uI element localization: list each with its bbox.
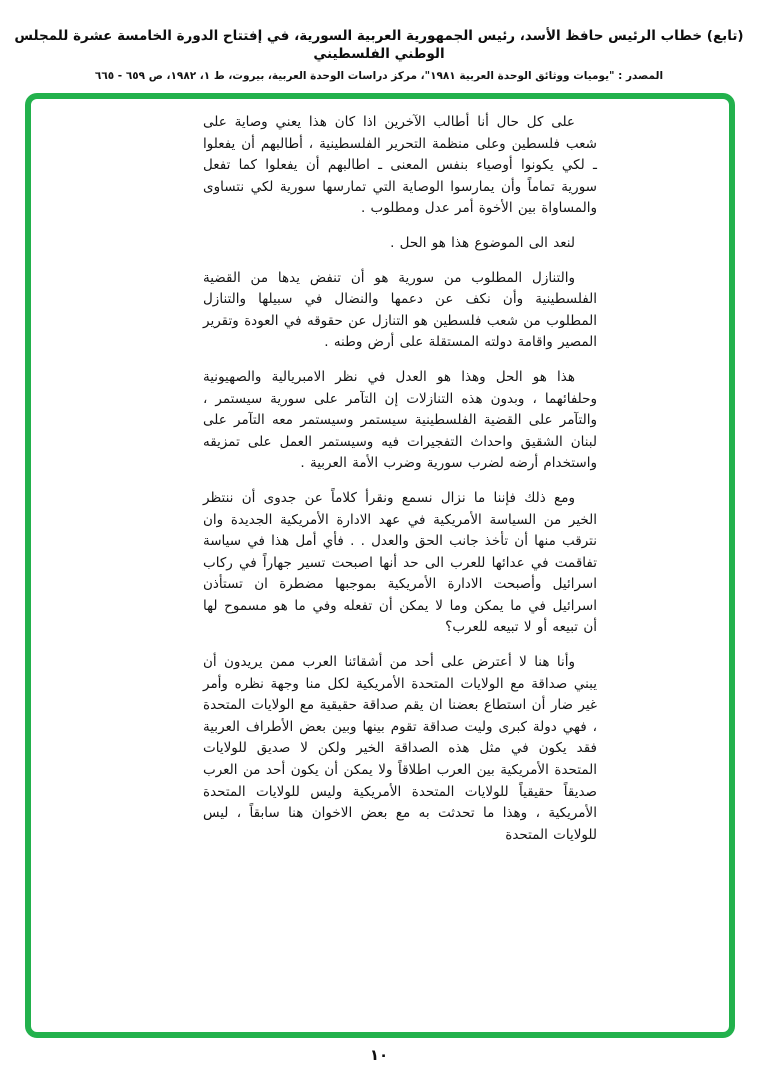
paragraph: ومع ذلك فإننا ما نزال نسمع ونقرأ كلاماً عن جدوى أن ننتظر الخير من السياسة الأمريكية في عهد الادارة الأمريكية الجديدة وان نترقب منها أن تأخذ جانب الحق والعدل . . فأي أمل هذا في سياسة تفاقمت في عدائها للعرب الى حد أنها اصبحت تسير جهاراً في ركاب اسرائيل وأصبحت الادارة الأمريكية بموجبها مضطرة ان تستأذن اسرائيل في ما يمكن وما لا يمكن أن تفعله وفي ما هو مسموح لها أن تبيعه أو لا تبيعه للعرب؟ [203,489,597,636]
paragraph: هذا هو الحل وهذا هو العدل في نظر الامبريالية والصهيونية وحلفائهما ، وبدون هذه التنازلات إن التآمر على سورية سيستمر ، والتآمر على القضية الفلسطينية سيستمر وسيستمر معه التآمر على لبنان الشقيق واحداث التفجيرات فيه وسيستمر العمل على تمزيقه واستخدام أرضه لضرب سورية وضرب الأمة العربية . [203,368,597,472]
speech-text-column [31,99,729,856]
document-title: (تابع) خطاب الرئيس حافظ الأسد، رئيس الجمهورية العربية السورية، في إفتتاح الدورة الخامسة عشرة للمجلس الوطني الفلسطيني [14,28,744,62]
paragraph: على كل حال أنا أطالب الآخرين اذا كان هذا يعني وصاية على شعب فلسطين وعلى منظمة التحرير الفلسطينية ، أطالبهم أن يفعلوا ـ لكي يكونوا أوصياء بنفس المعنى ـ اطالبهم أن يفعلوا كما تفعل سورية تماماً وأن يمارسوا الوصاية التي تمارسها سورية لكي نتساوى والمساواة بين الأخوة أمر عدل ومطلوب . [203,114,597,217]
page-number: ١٠ [369,1046,389,1064]
document-header [12,27,746,82]
paragraph: لنعد الى الموضوع هذا هو الحل . [390,234,575,251]
green-text-frame [25,93,735,1038]
source-citation: المصدر : "يوميات ووثائق الوحدة العربية ١٩٨١"، مركز دراسات الوحدة العربية، بيروت، ط ١، ١٩٨٢، ص ٦٥٩ - ٦٦٥ [94,70,664,82]
paragraph: وأنا هنا لا أعترض على أحد من أشقائنا العرب ممن يريدون أن يبني صداقة مع الولايات المتحدة الأمريكية لكل منا وجهة نظره وأمر غير ضار أن استطاع بعضنا ان يقم صداقة حقيقية مع الولايات المتحدة ، فهي دولة كبرى وليت صداقة تقوم بينها وبين بعض الأطراف العربية فقد يكون في مثل هذه الصداقة الخير ولكن لا صديق للولايات المتحدة الأمريكية بين العرب اطلاقاً ولا يمكن أن يكون أحد من العرب صديقاً حقيقياً للولايات المتحدة الأمريكية وليس للولايات المتحدة الأمريكية ، وهذا ما تحدثت به مع بعض الاخوان هنا سابقاً ، ليس للولايات المتحدة [203,654,597,843]
paragraph: والتنازل المطلوب من سورية هو أن تنفض يدها من القضية الفلسطينية وأن نكف عن دعمها والنضال في سبيلها والتنازل المطلوب من شعب فلسطين هو التنازل عن حقوقه في العودة وتقرير المصير واقامة دولته المستقلة على أرض وطنه . [203,269,597,351]
